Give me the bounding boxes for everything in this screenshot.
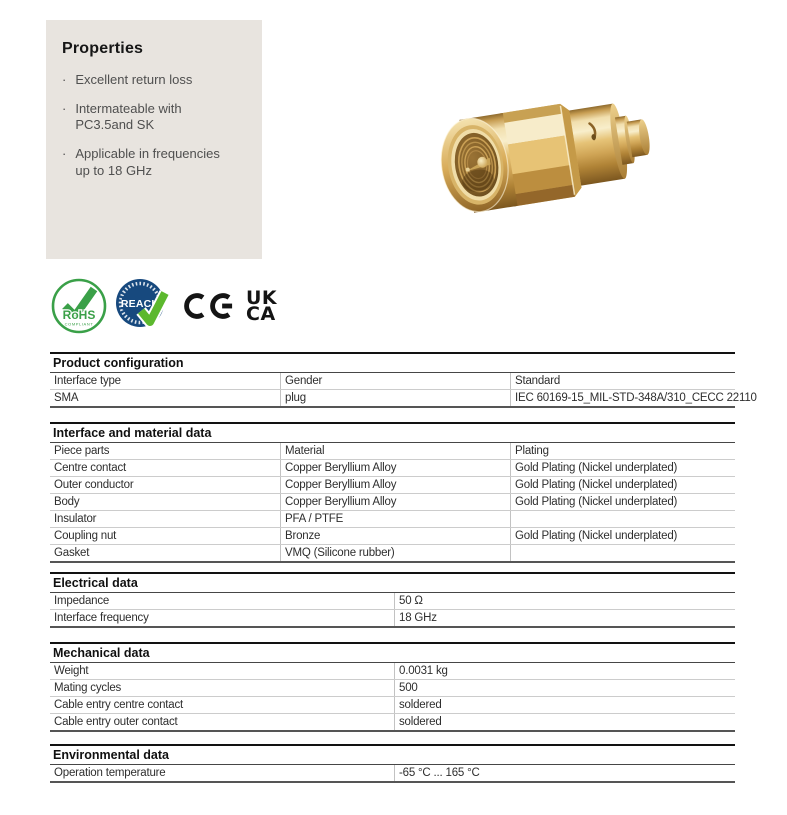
table-cell: Gasket xyxy=(54,547,90,559)
table-row xyxy=(50,610,735,628)
table-row xyxy=(50,545,735,563)
table-cell: 50 Ω xyxy=(394,593,735,609)
table-cell: Impedance xyxy=(54,595,110,607)
table-cell: PFA / PTFE xyxy=(280,511,510,527)
table-row xyxy=(50,714,735,732)
table-row xyxy=(50,511,735,528)
table-cell: SMA xyxy=(54,392,79,404)
table-title: Product configuration xyxy=(50,352,735,373)
table-row xyxy=(50,528,735,545)
table-row xyxy=(50,390,757,408)
table-mechanical-data xyxy=(50,642,735,732)
bullet-dot-icon: · xyxy=(62,145,67,161)
table-cell: Operation temperature xyxy=(54,767,166,779)
table-title: Electrical data xyxy=(50,572,735,593)
table-cell: Body xyxy=(54,496,80,508)
table-cell: Cable entry centre contact xyxy=(54,699,184,711)
table-row xyxy=(50,460,735,477)
table-cell: Mating cycles xyxy=(54,682,122,694)
ukca-mark-icon: UK CA xyxy=(246,286,278,325)
svg-text:COMPLIANT: COMPLIANT xyxy=(64,321,94,327)
table-cell: Gold Plating (Nickel underplated) xyxy=(510,494,735,510)
table-row xyxy=(50,477,735,494)
rohs-logo-icon xyxy=(50,277,108,335)
connector-product-image xyxy=(418,78,670,234)
table-cell: Gold Plating (Nickel underplated) xyxy=(510,528,735,544)
properties-panel xyxy=(46,20,262,259)
table-row xyxy=(50,494,735,511)
properties-title: Properties xyxy=(62,40,144,57)
table-cell: Coupling nut xyxy=(54,530,117,542)
table-cell: Piece parts xyxy=(54,445,110,457)
table-cell: Copper Beryllium Alloy xyxy=(280,494,510,510)
svg-text:REACH: REACH xyxy=(120,298,160,310)
table-cell xyxy=(510,511,735,527)
table-cell: IEC 60169-15_MIL-STD-348A/310_CECC 22110 xyxy=(510,390,735,406)
table-title: Interface and material data xyxy=(50,422,735,443)
table-cell: Outer conductor xyxy=(54,479,134,491)
table-product-configuration xyxy=(50,352,757,408)
table-cell: Insulator xyxy=(54,513,97,525)
table-row xyxy=(50,680,735,697)
table-cell: Centre contact xyxy=(54,462,126,474)
table-electrical-data xyxy=(50,572,735,628)
property-bullet: · Excellent return loss xyxy=(62,72,193,87)
table-cell: Gold Plating (Nickel underplated) xyxy=(510,477,735,493)
sma-connector-render-icon xyxy=(418,78,670,234)
table-interface-material-data xyxy=(50,422,735,563)
ce-mark-icon xyxy=(184,287,236,325)
svg-text:RoHS: RoHS xyxy=(62,308,96,322)
table-cell: Copper Beryllium Alloy xyxy=(280,477,510,493)
table-cell: Gold Plating (Nickel underplated) xyxy=(510,460,735,476)
table-cell: Weight xyxy=(54,665,89,677)
bullet-dot-icon: · xyxy=(62,100,67,116)
table-cell: VMQ (Silicone rubber) xyxy=(280,545,510,561)
table-cell: Bronze xyxy=(280,528,510,544)
table-cell: 500 xyxy=(394,680,735,696)
table-cell: Interface frequency xyxy=(54,612,149,624)
table-row xyxy=(50,663,735,680)
property-bullet: · Intermateable with PC3.5and SK xyxy=(62,100,182,133)
table-cell: Cable entry outer contact xyxy=(54,716,178,728)
table-row xyxy=(50,593,735,610)
table-title: Mechanical data xyxy=(50,642,735,663)
table-cell: soldered xyxy=(394,714,735,730)
table-row xyxy=(50,697,735,714)
table-cell: plug xyxy=(280,390,510,406)
table-cell: 0.0031 kg xyxy=(394,663,735,679)
certification-logos xyxy=(50,276,277,336)
table-cell: Standard xyxy=(510,373,735,389)
table-cell: soldered xyxy=(394,697,735,713)
property-bullet: · Applicable in frequencies up to 18 GHz xyxy=(62,145,220,178)
reach-logo-icon xyxy=(112,276,174,336)
table-cell xyxy=(510,545,735,561)
table-cell: Copper Beryllium Alloy xyxy=(280,460,510,476)
bullet-dot-icon: · xyxy=(62,72,67,87)
table-cell: 18 GHz xyxy=(394,610,735,626)
table-cell: Interface type xyxy=(54,375,121,387)
table-row xyxy=(50,443,735,460)
table-cell: Material xyxy=(280,443,510,459)
table-row xyxy=(50,373,735,390)
table-cell: -65 °C ... 165 °C xyxy=(394,765,735,781)
table-cell: Plating xyxy=(510,443,735,459)
table-environmental-data xyxy=(50,744,735,783)
table-title: Environmental data xyxy=(50,744,735,765)
table-row xyxy=(50,765,735,783)
table-cell: Gender xyxy=(280,373,510,389)
